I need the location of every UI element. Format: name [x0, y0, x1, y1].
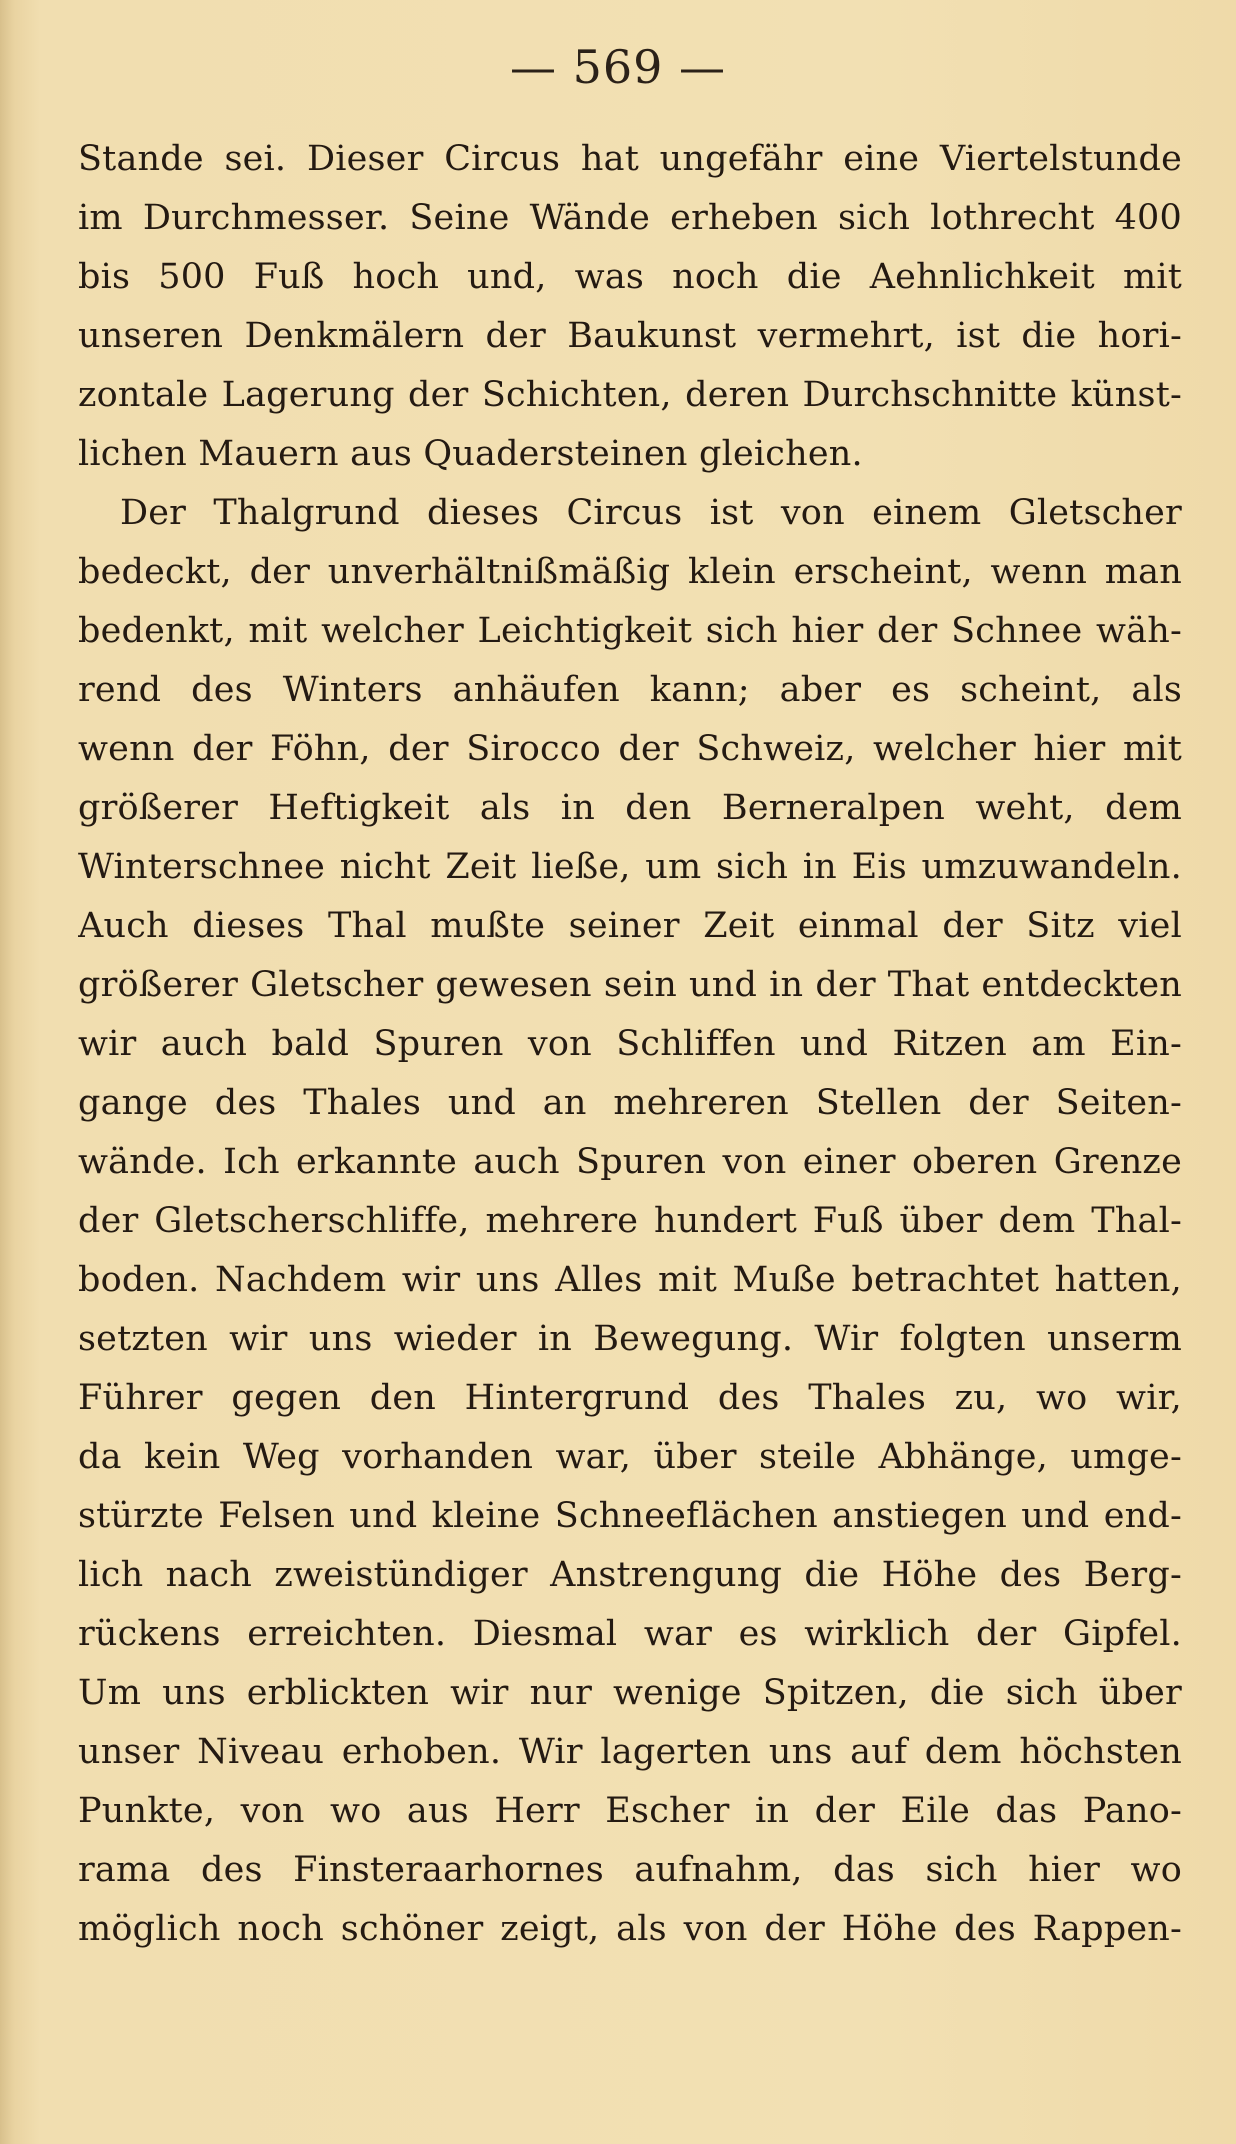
text-line: gange des Thales und an mehreren Stellen der Seiten-	[78, 1083, 1182, 1123]
text-line: lich nach zweistündiger Anstrengung die Höhe des Berg-	[78, 1555, 1182, 1595]
text-line: Stande sei. Dieser Circus hat ungefähr eine Viertelstunde	[78, 139, 1182, 179]
text-line: da kein Weg vorhanden war, über steile Abhänge, umge-	[78, 1437, 1182, 1477]
text-line: Der Thalgrund dieses Circus ist von einem Gletscher	[120, 493, 1182, 533]
text-line: unseren Denkmälern der Baukunst vermehrt, ist die hori-	[78, 316, 1182, 356]
text-line: bis 500 Fuß hoch und, was noch die Aehnlichkeit mit	[78, 257, 1182, 297]
text-line: im Durchmesser. Seine Wände erheben sich lothrecht 400	[78, 198, 1182, 238]
text-line: unser Niveau erhoben. Wir lagerten uns auf dem höchsten	[78, 1732, 1182, 1772]
text-line: lichen Mauern aus Quadersteinen gleichen.	[78, 434, 863, 474]
text-line: Punkte, von wo aus Herr Escher in der Eile das Pano-	[78, 1791, 1182, 1831]
text-line: rend des Winters anhäufen kann; aber es scheint, als	[78, 670, 1182, 710]
page-number: — 569 —	[509, 40, 727, 94]
text-line: Auch dieses Thal mußte seiner Zeit einmal der Sitz viel	[78, 906, 1182, 946]
text-line: wir auch bald Spuren von Schliffen und Ritzen am Ein-	[78, 1024, 1182, 1064]
text-line: Um uns erblickten wir nur wenige Spitzen, die sich über	[78, 1673, 1182, 1713]
text-line: der Gletscherschliffe, mehrere hundert Fuß über dem Thal-	[78, 1201, 1182, 1241]
text-line: Führer gegen den Hintergrund des Thales zu, wo wir,	[78, 1378, 1182, 1418]
text-line: rama des Finsteraarhornes aufnahm, das sich hier wo	[78, 1850, 1182, 1890]
text-line: setzten wir uns wieder in Bewegung. Wir folgten unserm	[78, 1319, 1182, 1359]
body-text	[78, 130, 1182, 1959]
text-line: wenn der Föhn, der Sirocco der Schweiz, welcher hier mit	[78, 729, 1182, 769]
text-line: bedeckt, der unverhältnißmäßig klein erscheint, wenn man	[78, 552, 1182, 592]
text-line: größerer Gletscher gewesen sein und in der That entdeckten	[78, 965, 1182, 1005]
text-line: bedenkt, mit welcher Leichtigkeit sich hier der Schnee wäh-	[78, 611, 1182, 651]
text-line: stürzte Felsen und kleine Schneeflächen anstiegen und end-	[78, 1496, 1182, 1536]
text-line: Winterschnee nicht Zeit ließe, um sich in Eis umzuwandeln.	[78, 847, 1182, 887]
text-line: größerer Heftigkeit als in den Berneralpen weht, dem	[78, 788, 1182, 828]
text-line: rückens erreichten. Diesmal war es wirklich der Gipfel.	[78, 1614, 1182, 1654]
text-line: zontale Lagerung der Schichten, deren Durchschnitte künst-	[78, 375, 1182, 415]
text-line: wände. Ich erkannte auch Spuren von einer oberen Grenze	[78, 1142, 1182, 1182]
text-line: möglich noch schöner zeigt, als von der Höhe des Rappen-	[78, 1909, 1182, 1949]
text-line: boden. Nachdem wir uns Alles mit Muße betrachtet hatten,	[78, 1260, 1182, 1300]
